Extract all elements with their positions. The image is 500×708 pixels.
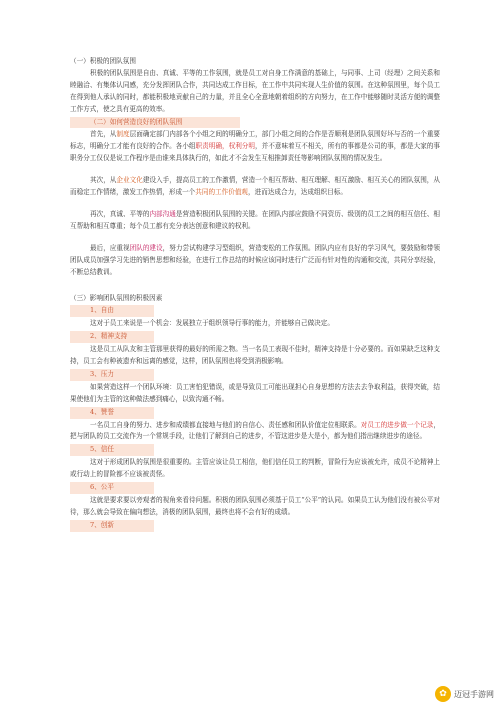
watermark-text: 迈冠手游网 — [454, 689, 494, 699]
factor-heading: 4、赞誉 — [70, 407, 154, 419]
section-1-title: （一）积极的团队氛围 — [70, 57, 136, 65]
factor-heading: 1、自由 — [70, 305, 154, 317]
factor-text: 这就是要求要以旁观者的视角来看待问题。积极的团队氛围必须基于员工“公平”的认同。如果员工认为他们没有被公平对待，那么就会导致在偏向想法，消极的团队氛围，最终也将不会有好的成绩。 — [70, 496, 440, 516]
section-2-paragraph-2: 其次，从企业文化建设入手，提高员工的工作激情，营造一个相互帮助、相互理解、相互激励、相互关心的团队氛围，从而稳定工作情绪，激发工作热情，形成一个共同的工作价值观，进而达成合力，达成组织目标。 — [70, 176, 441, 197]
highlight-duties: 职责明确，权利分明 — [195, 142, 256, 151]
section-2-title: （二）如何营造良好的团队氛围 — [70, 117, 240, 129]
document-body — [70, 56, 440, 533]
factor-text: 这对于员工来说是一个机会：发展独立于组织领导行事的能力，并能够自己做决定。 — [90, 319, 334, 328]
highlight-zhidu: 制度 — [116, 130, 130, 139]
factor-text: 这对于形成团队的氛围是很重要的。主管应该让员工相信，他们信任员工的判断，冒险行为应该被允许，成员不论精神上或行动上的冒险都不应该被责怪。 — [70, 458, 440, 479]
factor-heading: 2、精神支持 — [70, 331, 154, 343]
factor-heading: 3、压力 — [70, 369, 154, 381]
factor-text: 如果营造这样一个团队环境：员工害怕犯错误，或是导致员工可能出现担心自身思想的方法去去争取利益，获得突破，结果使他们为主管的这种做法感到痛心，以致沟通不畅。 — [70, 382, 440, 403]
factor-heading: 7、创新 — [70, 520, 154, 532]
section-3-title: （三）影响团队氛围的积极因素 — [70, 293, 163, 302]
highlight-record-progress: 对员工的进步做一个记录 — [360, 420, 434, 429]
section-2-paragraph-4: 最后，应重视团队的建设，努力尝试构建学习型组织，营造变松的工作氛围。团队内应有良好的学习风气，要鼓励和带领团队成员加强学习先进的销售思想和经验，在进行工作总结的时候应该同时进行广泛而有针对性的沟通和交流，共同分享经验，不断总结教训。 — [70, 243, 441, 276]
factor-heading: 6、公平 — [70, 482, 154, 494]
factor-text: 一名员工自身的努力、进步和成绩都直接地与他们的自信心、责任感和团队价值定位相联系。对员工的进步做一个记录，把与团队的员工交流作为一个常规手段，让他们了解到自己的进步，不管这进步是大是小，都为他们指出继续进步的途径。 — [70, 420, 441, 441]
highlight-values: 共同的工作价值观 — [195, 188, 249, 197]
highlight-communication: 内部沟通 — [149, 209, 176, 218]
highlight-culture: 企业文化 — [116, 176, 143, 185]
section-2-paragraph-1: 首先，从制度层面确定部门内部各个小组之间的明确分工，部门小组之间的合作是否顺利是团队氛围好坏与否的一个重要标志，明确分工才能有良好的合作。各小组职责明确，权利分明，并不意味着互不相关，所有的事都是公司的事，都是大家的事职务分工仅仅是说工作程序是由谁来具体执行的，如此才不会发生互相推卸责任等影响团队氛围的情况发生。 — [70, 130, 441, 163]
section-2-paragraph-3: 再次，真诚、平等的内部沟通是营造积极团队氛围的关键。在团队内部应鼓励不同资历、级别的员工之间的相互信任、相互帮助和相互尊重；每个员工都有充分表达创意和建议的权利。 — [70, 209, 441, 230]
site-watermark — [435, 686, 494, 702]
section-1-paragraph: 积极的团队氛围是自由、真诚、平等的工作氛围，就是员工对自身工作满意的基础上，与同事、上司（经理）之间关系和睦融洽、有集体认同感，充分发挥团队合作，共同达成工作目标，在工作中共同实现人生价值的氛围。在这种氛围里，每个员工在得到他人承认的同时，都能积极地贡献自己的力量，并且全心全意地朝着组织的方向努力，在工作中能够随时灵活方便的调整工作方式，使之具有更高的效率。 — [70, 68, 440, 113]
flower-logo-icon: ✿ — [435, 686, 451, 702]
factor-text: 这是员工从队友和主管那里获得的最好的所需之物。当一名员工表现不佳时，精神支持是十分必要的。而如果缺乏这种支持，员工会有种被遗弃和远离的感觉，这样，团队氛围也将受到消极影响。 — [70, 345, 440, 366]
highlight-team-building: 团队的建设 — [129, 243, 163, 252]
factor-heading: 5、信任 — [70, 444, 154, 456]
